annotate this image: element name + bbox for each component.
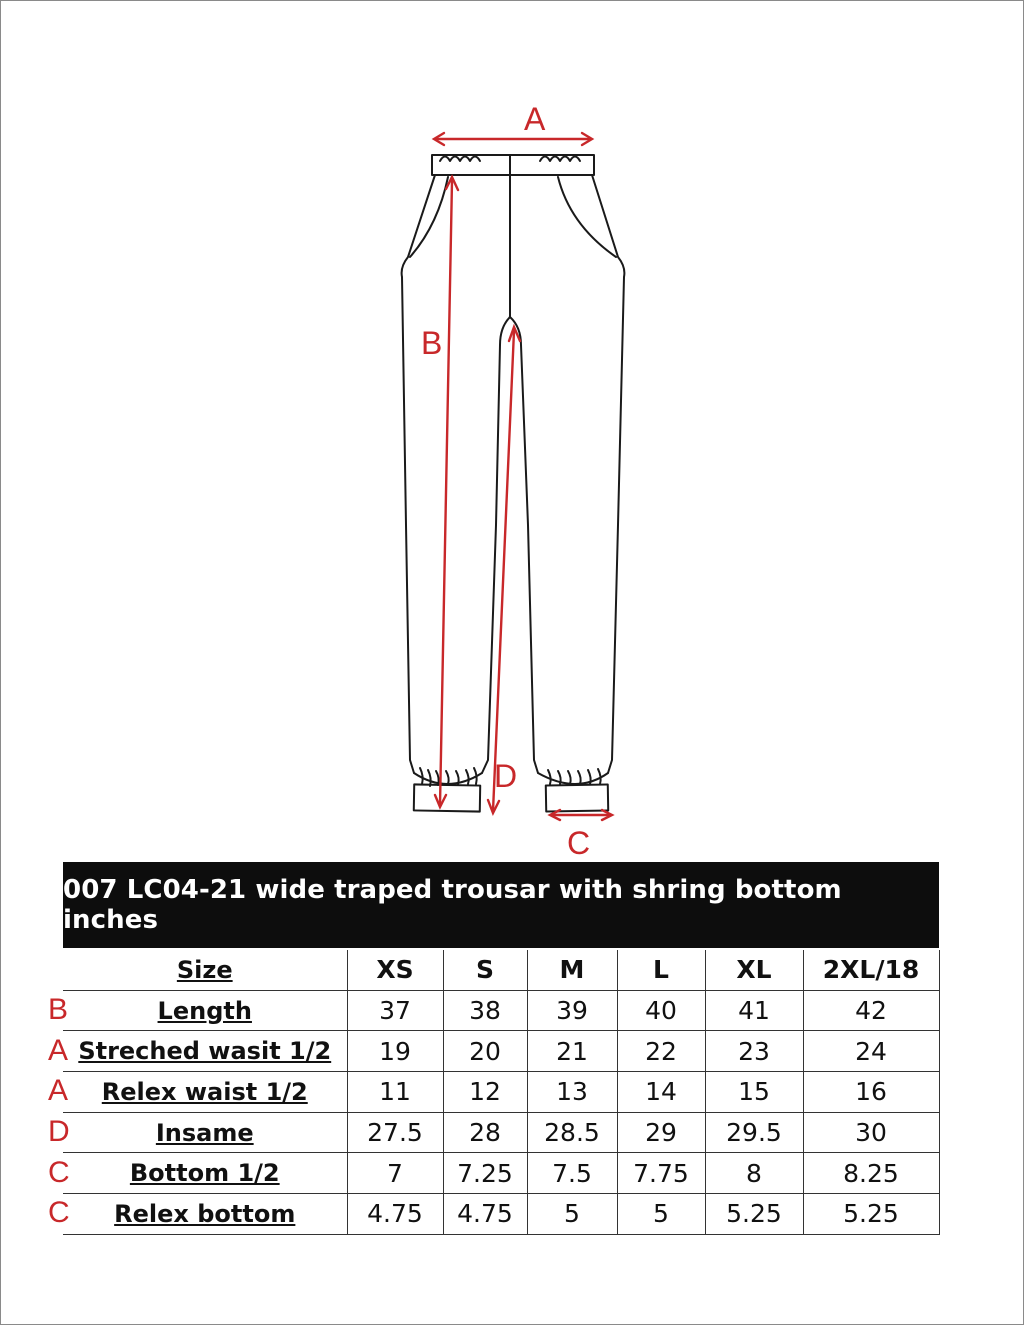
row-label: Length: [63, 990, 347, 1031]
table-cell: 42: [803, 990, 939, 1031]
table-cell: 38: [443, 990, 527, 1031]
table-cell: 5.25: [803, 1194, 939, 1235]
measurement-label-c: C: [567, 825, 591, 861]
table-cell: 16: [803, 1072, 939, 1113]
row-label: Insame: [63, 1112, 347, 1153]
row-letter: B: [48, 993, 69, 1026]
row-label: Streched wasit 1/2: [63, 1031, 347, 1072]
row-label: Relex bottom: [63, 1194, 347, 1235]
table-cell: 24: [803, 1031, 939, 1072]
header-cell: M: [527, 950, 617, 990]
table-cell: 5: [527, 1194, 617, 1235]
table-cell: 23: [705, 1031, 803, 1072]
header-cell: 2XL/18: [803, 950, 939, 990]
table-cell: 4.75: [443, 1194, 527, 1235]
table-cell: 41: [705, 990, 803, 1031]
trouser-outline: [380, 95, 670, 865]
table-cell: 14: [617, 1072, 705, 1113]
header-cell: L: [617, 950, 705, 990]
table-cell: 7.5: [527, 1153, 617, 1194]
table-cell: 29: [617, 1112, 705, 1153]
row-letter: D: [48, 1115, 70, 1149]
table-cell: 8.25: [803, 1153, 939, 1194]
table-cell: 27.5: [347, 1112, 443, 1153]
table-cell: 15: [705, 1072, 803, 1113]
table-cell: 7: [347, 1153, 443, 1194]
table-cell: 29.5: [705, 1112, 803, 1153]
table-header-row: [63, 950, 939, 990]
header-cell: Size: [63, 950, 347, 990]
table-cell: 12: [443, 1072, 527, 1113]
table-cell: 19: [347, 1031, 443, 1072]
table-cell: 28: [443, 1112, 527, 1153]
row-letter: A: [48, 1033, 69, 1067]
header-cell: S: [443, 950, 527, 990]
size-table: [63, 950, 940, 1235]
table-cell: 5.25: [705, 1194, 803, 1235]
table-row: [63, 1112, 939, 1153]
row-letter: C: [48, 1155, 70, 1189]
measurement-label-d: D: [494, 758, 518, 794]
table-cell: 11: [347, 1072, 443, 1113]
table-cell: 5: [617, 1194, 705, 1235]
table-cell: 13: [527, 1072, 617, 1113]
table-cell: 40: [617, 990, 705, 1031]
header-cell: XS: [347, 950, 443, 990]
table-cell: 7.25: [443, 1153, 527, 1194]
row-label: Bottom 1/2: [63, 1153, 347, 1194]
waistband: [432, 155, 594, 175]
table-cell: 20: [443, 1031, 527, 1072]
table-cell: 37: [347, 990, 443, 1031]
table-cell: 28.5: [527, 1112, 617, 1153]
table-row: [63, 1194, 939, 1235]
table-cell: 8: [705, 1153, 803, 1194]
measurement-label-b: B: [421, 325, 443, 361]
row-letter: A: [48, 1074, 69, 1108]
table-cell: 21: [527, 1031, 617, 1072]
table-cell: 30: [803, 1112, 939, 1153]
table-cell: 22: [617, 1031, 705, 1072]
trouser-diagram: [380, 95, 670, 865]
table-row: [63, 1031, 939, 1072]
row-letter: C: [48, 1196, 70, 1230]
table-cell: 7.75: [617, 1153, 705, 1194]
measurement-arrows: [434, 133, 612, 820]
table-row: [63, 1153, 939, 1194]
size-chart-title: 007 LC04-21 wide traped trousar with shring bottom inches: [63, 862, 939, 948]
row-label: Relex waist 1/2: [63, 1072, 347, 1113]
measurement-label-a: A: [524, 101, 546, 137]
header-cell: XL: [705, 950, 803, 990]
table-cell: 39: [527, 990, 617, 1031]
table-row: [63, 1072, 939, 1113]
table-cell: 4.75: [347, 1194, 443, 1235]
table-row: [63, 990, 939, 1031]
